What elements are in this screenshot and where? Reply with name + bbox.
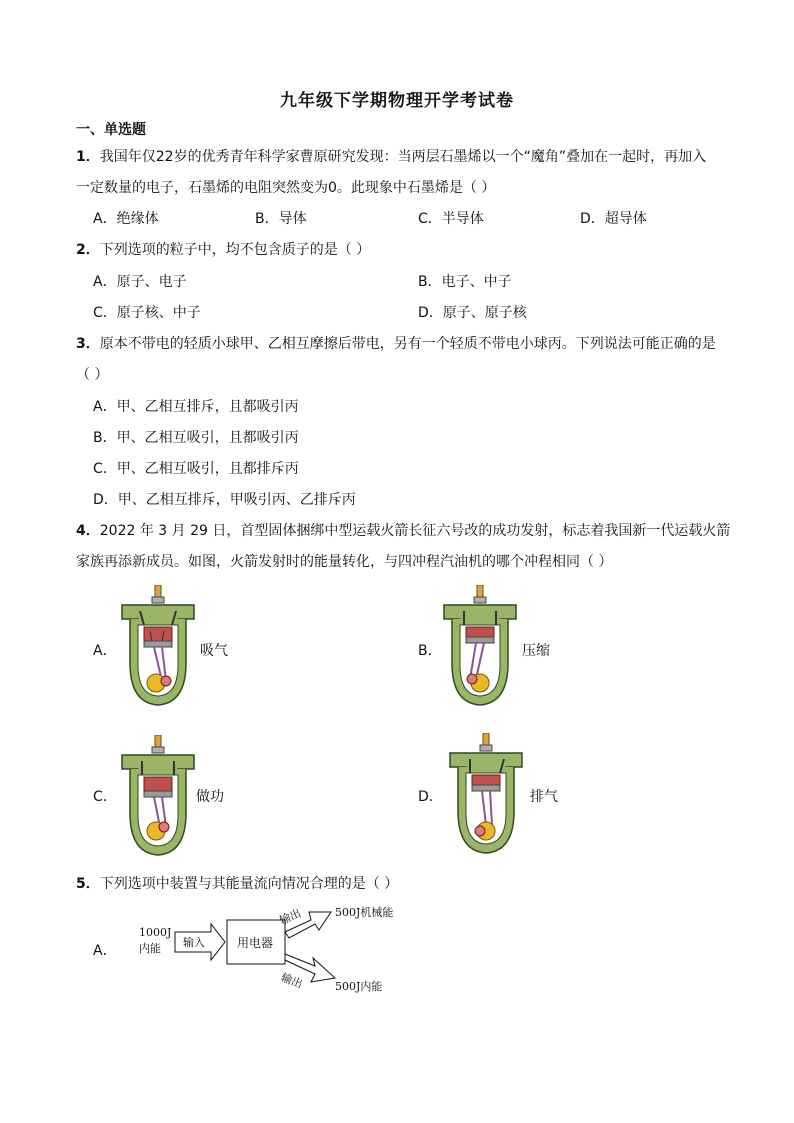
question-3-line-1 <box>76 333 716 353</box>
engine-icon <box>122 585 194 705</box>
input-kind-label: 内能 <box>139 942 161 955</box>
q5-option-a-letter[interactable]: A． <box>93 943 117 959</box>
q4-option-a-stroke: 吸气 <box>200 643 228 659</box>
q1-option-a[interactable]: A．绝缘体 <box>93 211 159 227</box>
q3-option-a[interactable]: A．甲、乙相互排斥，且都吸引丙 <box>93 399 299 415</box>
q1-option-c[interactable]: C．半导体 <box>418 211 484 227</box>
q2-option-d[interactable]: D．原子、原子核 <box>418 305 527 321</box>
question-4-text-1: 2022 年 3 月 29 日，首型固体捆绑中型运载火箭长征六号改的成功发射，标志着我国新一代运载火箭 <box>99 523 731 539</box>
question-4-line-2: 家族再添新成员。如图，火箭发射时的能量转化，与四冲程汽油机的哪个冲程相同（ ） <box>76 554 613 570</box>
question-5-line <box>76 873 398 893</box>
question-5-text: 下列选项中装置与其能量流向情况合理的是（ ） <box>99 876 399 892</box>
output-arrow-bottom-label: 输出 <box>279 970 305 991</box>
engine-power-diagram <box>118 735 198 860</box>
q1-option-b[interactable]: B．导体 <box>255 211 307 227</box>
page-title: 九年级下学期物理开学考试卷 <box>280 91 514 111</box>
question-4-line-1 <box>76 520 730 540</box>
device-label: 用电器 <box>237 936 274 950</box>
question-1-line-2: 一定数量的电子，石墨烯的电阻突然变为0。此现象中石墨烯是（ ） <box>76 180 496 196</box>
q4-option-c-stroke: 做功 <box>196 789 224 805</box>
section-heading: 一、单选题 <box>76 122 146 138</box>
engine-icon <box>122 735 194 855</box>
q3-option-c[interactable]: C．甲、乙相互吸引，且都排斥丙 <box>93 461 299 477</box>
energy-flow-diagram <box>115 898 455 998</box>
question-1-line-1 <box>76 146 706 166</box>
question-3-number: 3． <box>76 336 100 352</box>
q2-option-b[interactable]: B．电子、中子 <box>418 274 512 290</box>
input-value-label: 1000J <box>139 926 172 939</box>
q4-option-b-letter[interactable]: B． <box>418 643 442 659</box>
q3-option-d[interactable]: D．甲、乙相互排斥，甲吸引丙、乙排斥丙 <box>93 492 356 508</box>
question-5-number: 5． <box>76 876 100 892</box>
q4-option-a-letter[interactable]: A． <box>93 643 117 659</box>
question-3-line-2: （ ） <box>76 367 109 383</box>
q4-option-c-letter[interactable]: C． <box>93 789 117 805</box>
question-2-text: 下列选项的粒子中，均不包含质子的是（ ） <box>99 242 371 258</box>
output-top-value: 500J机械能 <box>335 906 394 919</box>
output-arrow-top-label: 输出 <box>277 906 303 927</box>
engine-compression-diagram <box>440 585 520 710</box>
question-4-number: 4． <box>76 523 100 539</box>
q2-option-c[interactable]: C．原子核、中子 <box>93 305 201 321</box>
output-bottom-value: 500J内能 <box>335 980 383 993</box>
engine-icon <box>444 585 516 705</box>
engine-intake-diagram <box>118 585 198 710</box>
q4-option-d-letter[interactable]: D． <box>418 789 443 805</box>
question-1-text-1: 我国年仅22岁的优秀青年科学家曹原研究发现：当两层石墨烯以一个“魔角”叠加在一起时，再加入 <box>99 149 707 165</box>
question-2-number: 2． <box>76 242 100 258</box>
engine-exhaust-diagram <box>446 733 526 858</box>
question-3-text-1: 原本不带电的轻质小球甲、乙相互摩擦后带电，另有一个轻质不带电小球丙。下列说法可能正确的是 <box>99 336 716 352</box>
input-arrow-label: 输入 <box>183 936 205 949</box>
question-1-number: 1． <box>76 149 100 165</box>
question-2-line <box>76 239 370 259</box>
engine-icon <box>450 733 522 853</box>
q4-option-d-stroke: 排气 <box>530 789 558 805</box>
q3-option-b[interactable]: B．甲、乙相互吸引，且都吸引丙 <box>93 430 299 446</box>
q1-option-d[interactable]: D．超导体 <box>580 211 647 227</box>
q2-option-a[interactable]: A．原子、电子 <box>93 274 187 290</box>
q4-option-b-stroke: 压缩 <box>522 643 550 659</box>
